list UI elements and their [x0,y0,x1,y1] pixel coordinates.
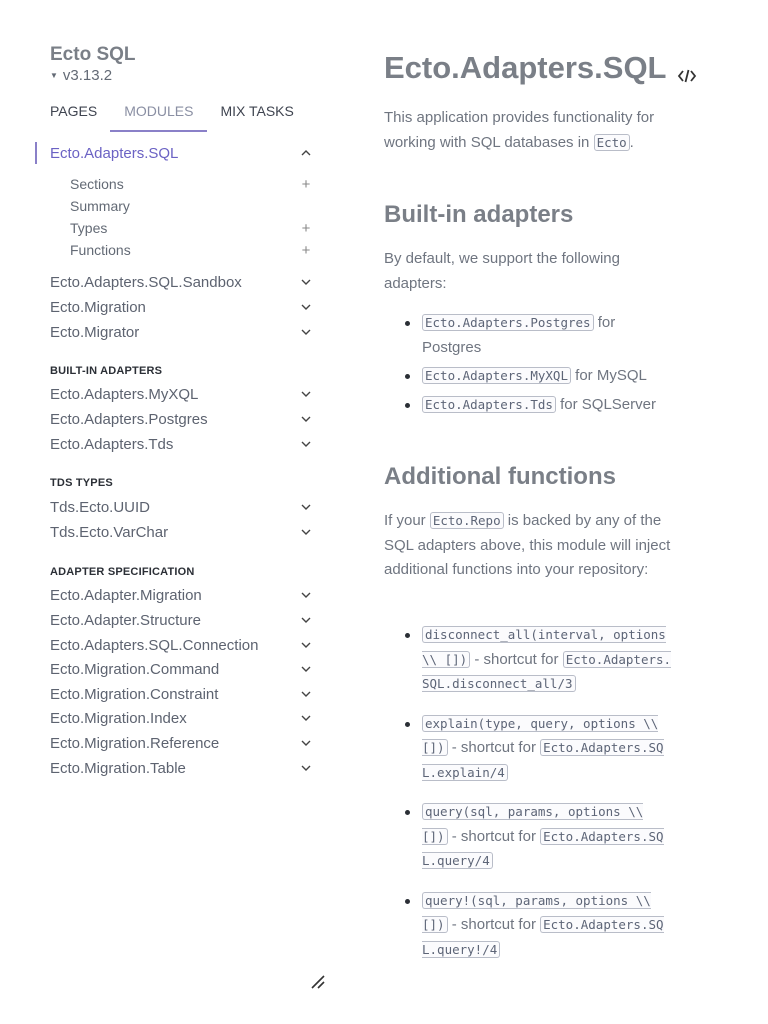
function-ref-link[interactable]: Ecto.Adapters.SQL.disconnect_all/3 [422,651,672,691]
group-heading: ADAPTER SPECIFICATION [50,566,195,578]
sub-item-sections[interactable] [70,174,313,194]
sidebar-item-label: Ecto.Migration.Reference [50,734,220,752]
list-item [422,623,674,697]
sidebar-tabs [50,100,321,132]
sub-item-label: Functions [70,242,131,258]
intro-text: This application provides functionality for working with SQL databases in [384,109,655,151]
function-signature[interactable]: query!(sql, params, options \\ []) [422,892,651,932]
sidebar-item-label: Ecto.Adapters.Tds [50,435,174,453]
list-item-text: - shortcut for [447,916,541,933]
sidebar-item[interactable] [50,383,313,405]
additional-heading: Additional functions [384,463,616,490]
tab-mix-tasks[interactable]: MIX TASKS [220,103,294,119]
sidebar-item[interactable] [50,521,313,543]
function-signature[interactable]: query(sql, params, options \\ []) [422,804,644,844]
additional-paragraph [384,509,676,583]
sidebar-item[interactable] [50,683,313,705]
caret-down-icon: ▼ [50,71,58,80]
resize-grip-icon[interactable] [309,973,327,991]
sidebar-item[interactable] [50,496,313,518]
code-icon[interactable] [677,58,697,78]
sidebar-item-label: Ecto.Adapters.SQL.Sandbox [50,273,242,291]
list-item [422,889,674,963]
chevron-down-icon[interactable] [299,736,313,750]
chevron-down-icon[interactable] [299,387,313,401]
function-ref-link[interactable]: Ecto.Adapters.SQL.query/4 [422,828,664,868]
list-item-text: for MySQL [571,367,647,384]
chevron-down-icon[interactable] [299,300,313,314]
list-item [422,800,674,874]
para-text: If your [384,512,430,529]
sidebar-item-label: Ecto.Adapters.MyXQL [50,385,199,403]
list-item [422,712,674,786]
sidebar-item-label: Ecto.Adapter.Structure [50,611,201,629]
sidebar-item[interactable] [50,433,313,455]
chevron-down-icon[interactable] [299,761,313,775]
chevron-down-icon[interactable] [299,711,313,725]
postgres-link[interactable]: Ecto.Adapters.Postgres [422,314,594,331]
builtin-heading: Built-in adapters [384,201,574,228]
sidebar-item-label: Ecto.Adapters.SQL [50,144,179,162]
sidebar [0,0,345,1024]
function-ref-link[interactable]: Ecto.Adapters.SQL.query!/4 [422,917,664,957]
chevron-down-icon[interactable] [299,525,313,539]
group-heading: TDS TYPES [50,477,113,489]
sidebar-item-label: Tds.Ecto.UUID [50,498,151,516]
sidebar-item-label: Ecto.Migration [50,298,146,316]
page-title-row [384,50,697,86]
builtin-paragraph: By default, we support the following adapters: [384,250,620,292]
sidebar-item-label: Ecto.Adapters.SQL.Connection [50,636,259,654]
chevron-down-icon[interactable] [299,638,313,652]
sidebar-item[interactable] [50,321,313,343]
intro-end: . [629,133,634,151]
list-item-text: for Postgres [422,314,616,356]
chevron-down-icon[interactable] [299,613,313,627]
intro-paragraph [384,106,676,155]
chevron-down-icon[interactable] [299,588,313,602]
group-heading: BUILT-IN ADAPTERS [50,365,163,377]
sidebar-item[interactable] [50,296,313,318]
function-signature[interactable]: disconnect_all(interval, options \\ []) [422,627,666,667]
version-label: v3.13.2 [62,67,113,84]
page-title: Ecto.Adapters.SQL [384,50,667,85]
sub-item-label: Summary [70,198,130,214]
sidebar-item-label: Tds.Ecto.VarChar [50,523,169,541]
expand-plus-icon[interactable]: + [301,175,311,193]
tab-pages[interactable]: PAGES [50,103,98,119]
chevron-up-icon[interactable] [299,146,313,160]
chevron-down-icon[interactable] [299,500,313,514]
sub-item-summary[interactable] [70,196,313,216]
sidebar-item[interactable] [50,757,313,779]
sidebar-item[interactable] [50,609,313,631]
list-item [422,393,674,418]
tds-link[interactable]: Ecto.Adapters.Tds [422,396,556,413]
function-list [384,623,674,977]
myxql-link[interactable]: Ecto.Adapters.MyXQL [422,367,571,384]
list-item-text: - shortcut for [470,650,563,668]
sidebar-item[interactable] [50,732,313,754]
sub-item-types[interactable] [70,218,313,238]
ecto-link[interactable]: Ecto [594,134,630,151]
expand-plus-icon[interactable]: + [301,241,311,259]
chevron-down-icon[interactable] [299,275,313,289]
repo-link[interactable]: Ecto.Repo [430,512,504,529]
sidebar-item[interactable] [50,271,313,293]
project-title[interactable]: Ecto SQL [50,44,136,65]
sidebar-item-label: Ecto.Migration.Table [50,759,186,777]
expand-plus-icon[interactable]: + [301,219,311,237]
sub-item-label: Types [70,220,108,236]
sidebar-item-label: Ecto.Migration.Command [50,660,220,678]
function-signature[interactable]: explain(type, query, options \\ []) [422,715,659,755]
sidebar-item-label: Ecto.Migration.Constraint [50,685,219,703]
sub-item-label: Sections [70,176,124,192]
sidebar-item-label: Ecto.Migration.Index [50,709,187,727]
chevron-down-icon[interactable] [299,662,313,676]
sidebar-item[interactable] [50,408,313,430]
chevron-down-icon[interactable] [299,687,313,701]
sidebar-item[interactable] [50,584,313,606]
function-ref-link[interactable]: Ecto.Adapters.SQL.explain/4 [422,740,664,780]
sidebar-item-label: Ecto.Adapters.Postgres [50,410,208,428]
chevron-down-icon[interactable] [299,325,313,339]
sidebar-item-active[interactable] [50,142,313,164]
sidebar-item[interactable] [50,707,313,729]
active-indicator [35,142,37,164]
sidebar-item[interactable] [50,658,313,680]
sub-item-functions[interactable] [70,240,313,260]
chevron-down-icon[interactable] [299,412,313,426]
list-item [422,311,674,360]
list-item-text: for SQLServer [555,395,656,413]
list-item-text: - shortcut for [447,739,541,756]
sidebar-item-label: Ecto.Adapter.Migration [50,586,202,604]
chevron-down-icon[interactable] [299,437,313,451]
version-selector[interactable] [50,67,112,84]
tab-modules[interactable]: MODULES [110,100,207,132]
para-text: is backed by any of the SQL adapters above, this module will inject additional functions into your repository: [384,512,671,578]
sidebar-item-label: Ecto.Migrator [50,323,140,341]
list-item [422,364,674,389]
sidebar-item[interactable] [50,634,313,656]
list-item-text: - shortcut for [447,827,541,845]
builtin-list [384,311,674,417]
